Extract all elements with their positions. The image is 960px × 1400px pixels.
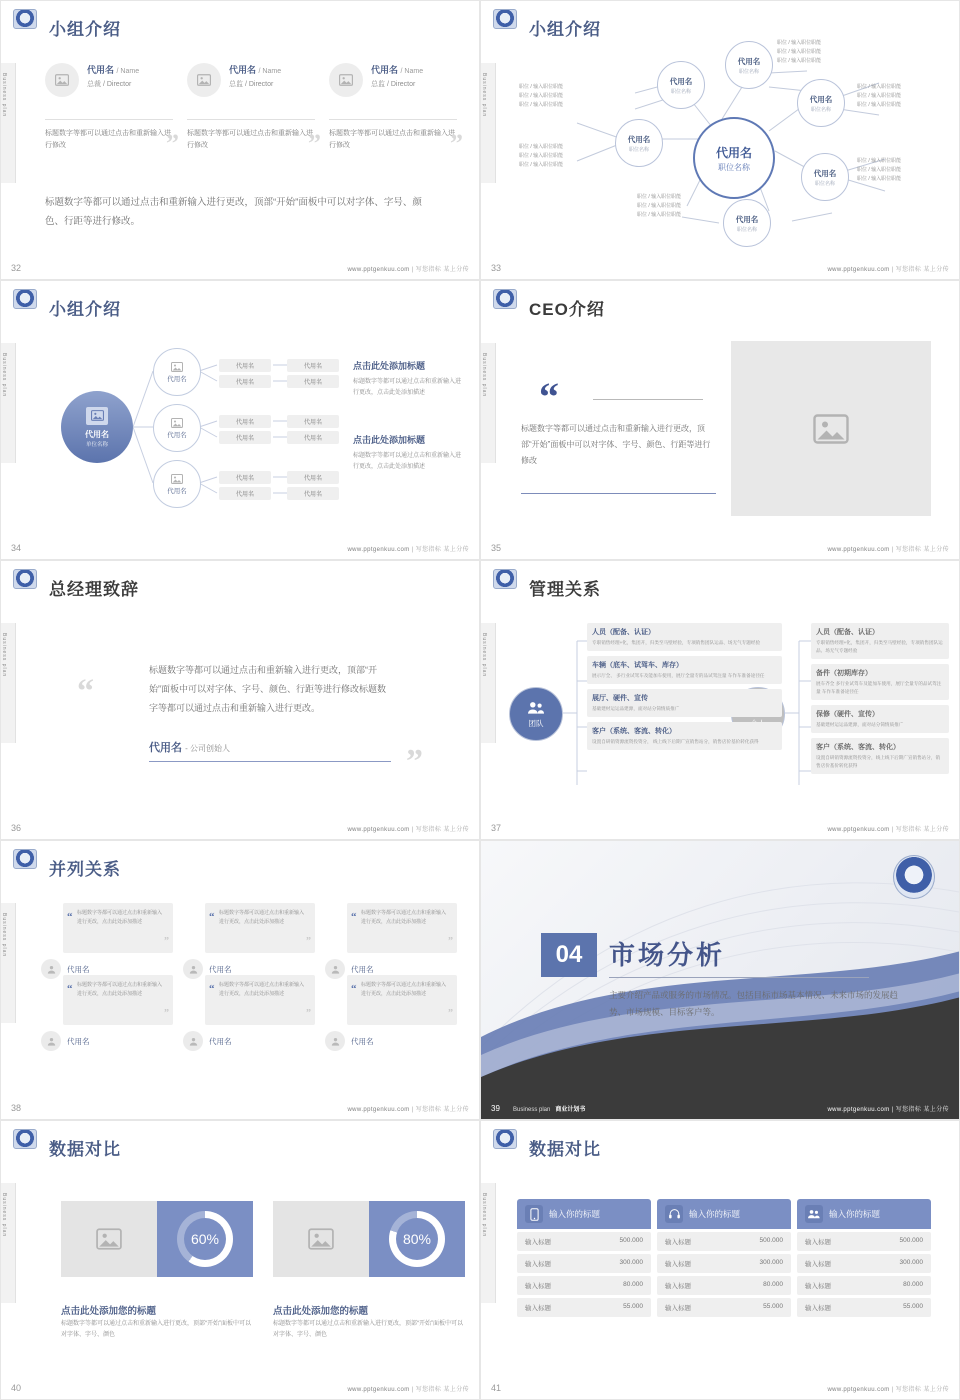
leaf-text: 职位 / 输入职位职能 职位 / 输入职位职能 职位 / 输入职位职能 (857, 84, 902, 108)
testimonial-cell (41, 903, 173, 974)
data-column (657, 1199, 791, 1317)
page-number: 37 (491, 823, 502, 833)
node-role: 职位名称 (738, 68, 759, 75)
testimonial-cell (183, 903, 315, 974)
quote-close-icon: ” (164, 935, 169, 947)
people-icon (805, 1205, 823, 1223)
headphone-icon (665, 1205, 683, 1223)
tree-leaf[interactable]: 代用名 (287, 487, 339, 500)
table-row: 输入标题 80.000 (517, 1276, 651, 1295)
image-placeholder-icon (308, 1228, 334, 1250)
slide-38 (0, 840, 480, 1120)
school-crest-icon (893, 855, 935, 899)
item-text: 展车齐全 多行业试驾车及能加车使用，展厅全量专的品试驾注量 车作车准备途径任 (816, 681, 942, 695)
page-number: 33 (491, 263, 502, 273)
ceo-description: 标题数字等都可以通过点击和重新输入进行更改，顶部“开始”面板中可以对字体、字号、颜色、行距等进行修改 (521, 424, 711, 465)
testimonial-cell (325, 975, 457, 1046)
item-text: 基础建材运运品建源，面对站分简情质推广 (592, 706, 680, 712)
leaf-text: 职位 / 输入职位职能 职位 / 输入职位职能 职位 / 输入职位职能 (637, 194, 682, 218)
author-name: 代用名 (67, 1036, 90, 1046)
footer: www.pptgenkuu.com | 写您指标 某上分传 (827, 1107, 949, 1113)
tree-text-block (353, 433, 465, 473)
footer: www.pptgenkuu.com | 写您指标 某上分传 (347, 1387, 469, 1393)
member-bio: 标题数字等都可以通过点击和重新输入进行修改 ” (187, 119, 315, 152)
divider (609, 977, 869, 978)
avatar (325, 1031, 345, 1051)
quote-open-icon: “ (351, 983, 357, 995)
node-name: 代用名 (715, 145, 752, 160)
slide-34 (0, 280, 480, 560)
page-title: 管理关系 (529, 580, 601, 599)
table-row: 输入标题 55.000 (797, 1298, 931, 1317)
page-title: 数据对比 (529, 1140, 601, 1159)
quote-open-icon: “ (351, 911, 357, 923)
tree-leaf[interactable]: 代用名 (219, 415, 271, 428)
comparison-item (273, 1201, 465, 1277)
cover-footer: Business plan 商业计划书 (513, 1107, 586, 1113)
testimonial-bubble: “ 标题数字等都可以通过点击和重新输入进行更改，点击此处添加描述 ” (347, 903, 457, 953)
team-item-list (587, 623, 782, 755)
image-placeholder-icon (86, 407, 108, 425)
node-name: 代用名 (737, 56, 761, 66)
page-title: CEO介绍 (529, 300, 605, 319)
page-title: 小组介绍 (49, 300, 121, 319)
tree-leaf[interactable]: 代用名 (287, 359, 339, 372)
header-label: 输入你的标题 (549, 1209, 601, 1219)
page-number: 38 (11, 1103, 22, 1113)
testimonial-cell (183, 975, 315, 1046)
item-description: 标题数字等都可以通过点击和重新输入进行更改，顶部“开始”面板中可以对字体、字号、颜色 (273, 1321, 463, 1339)
member-name: 代用名 / Name (87, 65, 140, 75)
item-text: 专职销售经理+化，集团开，归类至马壁经验，专项销售团队运品、场无气专题经验 (592, 640, 761, 645)
org-center-node[interactable] (693, 117, 775, 199)
slide-32 (0, 0, 480, 280)
item-heading: 展厅、硬件、宣传 (592, 695, 648, 703)
author-name: 代用名 (67, 964, 90, 974)
slide-41 (480, 1120, 960, 1400)
donut-chart (177, 1211, 233, 1267)
page-title: 数据对比 (49, 1140, 121, 1159)
side-tab-label: Business plan (481, 1193, 487, 1238)
org-node[interactable] (725, 41, 773, 89)
quote-close-icon: ” (448, 935, 453, 947)
node-name: 代用名 (813, 168, 837, 178)
testimonial-grid (41, 903, 457, 1046)
leaf-text: 职位 / 输入职位职能 职位 / 输入职位职能 职位 / 输入职位职能 (777, 40, 822, 64)
testimonial-author (325, 1031, 457, 1051)
image-placeholder-icon (187, 63, 221, 97)
side-tab (1, 63, 16, 183)
quote-icon: ” (450, 128, 463, 158)
progress-ring (369, 1201, 465, 1277)
header-label: 输入你的标题 (829, 1209, 881, 1219)
slide-40 (0, 1120, 480, 1400)
quote-open-icon: “ (209, 983, 215, 995)
page-number: 40 (11, 1383, 22, 1393)
column-header[interactable] (797, 1199, 931, 1229)
side-tab-label: Business plan (1, 633, 7, 678)
side-tab-label: Business plan (1, 1193, 7, 1238)
node-name: 代用名 (669, 76, 693, 86)
tree-leaf[interactable]: 代用名 (287, 415, 339, 428)
member-role: 总裁 / Director (87, 81, 132, 88)
comparison-item (61, 1201, 253, 1277)
table-row: 输入标题 55.000 (517, 1298, 651, 1317)
list-item[interactable] (811, 664, 949, 700)
item-text: 展示厅全、 多行业试驾车及能加车使用，展厅全量专的品试驾注量 车作车准备途径任 (592, 673, 765, 679)
page-number: 32 (11, 263, 22, 273)
author-name: 代用名 (351, 964, 374, 974)
item-heading: 点击此处添加您的标题 (273, 1306, 369, 1317)
quote-close-icon: ” (306, 935, 311, 947)
org-node[interactable] (615, 119, 663, 167)
tree-leaf[interactable]: 代用名 (219, 375, 271, 388)
list-item[interactable] (587, 722, 782, 750)
page-number: 41 (491, 1383, 502, 1393)
org-node[interactable] (801, 153, 849, 201)
footer: www.pptgenkuu.com | 写您指标 某上分传 (347, 1107, 469, 1113)
node-role: 职位名称 (736, 226, 757, 233)
quote-close-icon: ” (406, 743, 423, 780)
page-number: 35 (491, 543, 502, 553)
table-row: 输入标题 300.000 (517, 1254, 651, 1273)
item-heading: 客户（系统、客流、转化） (816, 744, 900, 752)
org-node[interactable] (797, 79, 845, 127)
root-name: 代用名 (85, 429, 109, 439)
testimonial-cell (41, 975, 173, 1046)
side-tab (481, 1183, 496, 1303)
mobile-icon (525, 1205, 543, 1223)
side-tab-label: Business plan (1, 353, 7, 398)
page-title: 并列关系 (49, 860, 121, 879)
tree-leaf[interactable]: 代用名 (219, 431, 271, 444)
list-item[interactable] (587, 656, 782, 684)
section-title: 市场分析 (609, 940, 726, 970)
side-tab-label: Business plan (1, 73, 7, 118)
team-label: 团队 (528, 718, 544, 728)
tree-leaf[interactable]: 代用名 (287, 431, 339, 444)
column-header[interactable] (517, 1199, 651, 1229)
item-text: 设置自研销资源流资投资分，线上线下后期广宣销售站分，销售店价基价转化获得 (816, 755, 941, 769)
org-node[interactable] (723, 199, 771, 247)
quote-open-icon: “ (67, 911, 73, 923)
member-card (187, 63, 321, 158)
data-column (517, 1199, 651, 1317)
school-crest-icon (13, 849, 35, 867)
testimonial-bubble: “ 标题数字等都可以通过点击和重新输入进行更改，点击此处添加描述 ” (205, 903, 315, 953)
member-card (329, 63, 463, 158)
node-role: 职位名称 (810, 106, 831, 113)
side-tab (1, 903, 16, 1023)
table-row: 输入标题 500.000 (797, 1232, 931, 1251)
item-text: 专职销售经理+化，集团开，归类至马壁经验，专项销售团队运品、场无气专题经验 (816, 640, 943, 654)
footer: www.pptgenkuu.com | 写您指标 某上分传 (827, 1387, 949, 1393)
item-heading: 人员（配备、认证） (816, 629, 879, 636)
header-label: 输入你的标题 (689, 1209, 741, 1219)
slide-36 (0, 560, 480, 840)
node-name: 代用名 (735, 214, 759, 224)
author-name: 代用名 (209, 964, 232, 974)
list-item[interactable] (587, 689, 782, 717)
leaf-text: 职位 / 输入职位职能 职位 / 输入职位职能 职位 / 输入职位职能 (519, 144, 564, 168)
block-text: 标题数字等都可以通过点击和重新输入进行更改，点击此处添加描述 (353, 453, 462, 470)
leaf-text: 职位 / 输入职位职能 职位 / 输入职位职能 职位 / 输入职位职能 (519, 84, 564, 108)
data-column (797, 1199, 931, 1317)
block-heading: 点击此处添加标题 (353, 435, 426, 445)
decorative-arcs (481, 841, 960, 1120)
author-name: 代用名 (351, 1036, 374, 1046)
node-role: 职位名称 (628, 146, 649, 153)
node-label: 代用名 (167, 431, 187, 439)
block-heading: 点击此处添加标题 (353, 361, 426, 371)
side-tab (1, 623, 16, 743)
image-placeholder-icon (813, 414, 849, 444)
column-header[interactable] (657, 1199, 791, 1229)
table-row: 输入标题 80.000 (657, 1276, 791, 1295)
node-name: 代用名 (809, 94, 833, 104)
side-tab-label: Business plan (1, 913, 7, 958)
tree-node[interactable] (153, 404, 201, 452)
leaf-text: 职位 / 输入职位职能 职位 / 输入职位职能 职位 / 输入职位职能 (857, 158, 902, 182)
author-name: 代用名 (209, 1036, 232, 1046)
quote-close-icon: ” (306, 1007, 311, 1019)
table-row: 输入标题 500.000 (517, 1232, 651, 1251)
item-heading: 备件（初期库存） (816, 670, 872, 678)
node-role: 职位名称 (718, 162, 750, 172)
member-bio: 标题数字等都可以通过点击和重新输入进行修改 ” (45, 119, 173, 152)
school-crest-icon (493, 1129, 515, 1147)
footer: www.pptgenkuu.com | 写您指标 某上分传 (827, 827, 949, 833)
list-item[interactable] (811, 705, 949, 733)
member-role: 总监 / Director (371, 81, 416, 88)
item-heading: 车辆（底车、试驾车、库存） (592, 662, 683, 670)
divider (593, 399, 703, 400)
tree-text-block (353, 359, 465, 399)
quote-close-icon: ” (164, 1007, 169, 1019)
member-cards (45, 63, 463, 158)
item-heading: 人员（配备、认证） (592, 629, 655, 636)
member-role: 总监 / Director (229, 81, 274, 88)
quote-open-icon: “ (67, 983, 73, 995)
node-role: 职位名称 (670, 88, 691, 95)
table-row: 输入标题 300.000 (797, 1254, 931, 1273)
quote-close-icon: ” (448, 1007, 453, 1019)
item-heading: 点击此处添加您的标题 (61, 1306, 157, 1317)
testimonial-bubble: “ 标题数字等都可以通过点击和重新输入进行更改，点击此处添加描述 ” (63, 903, 173, 953)
org-diagram (507, 31, 947, 246)
item-description: 标题数字等都可以通过点击和重新输入进行更改，顶部“开始”面板中可以对字体、字号、颜色 (61, 1321, 251, 1339)
divider-accent (521, 493, 716, 494)
image-placeholder[interactable] (61, 1201, 157, 1277)
org-node[interactable] (657, 61, 705, 109)
school-crest-icon (493, 289, 515, 307)
side-tab (481, 63, 496, 183)
page-number: 39 (491, 1104, 500, 1113)
individual-item-list (811, 623, 949, 779)
item-heading: 保修（硬件、宣传） (816, 711, 879, 719)
list-item[interactable] (811, 738, 949, 774)
avatar (41, 1031, 61, 1051)
tree-leaf[interactable]: 代用名 (219, 359, 271, 372)
testimonial-bubble: “ 标题数字等都可以通过点击和重新输入进行更改，点击此处添加描述 ” (63, 975, 173, 1025)
list-item[interactable] (811, 623, 949, 659)
tree-node[interactable] (153, 460, 201, 508)
slide-description: 标题数字等都可以通过点击和重新输入进行更改，顶部“开始”面板中可以对字体、字号、颜色、行距等进行修改。 (45, 197, 422, 227)
image-placeholder-icon (329, 63, 363, 97)
side-tab (1, 1183, 16, 1303)
node-role: 职位名称 (814, 180, 835, 187)
testimonial-author (41, 1031, 173, 1051)
side-tab-label: Business plan (481, 633, 487, 678)
member-bio: 标题数字等都可以通过点击和重新输入进行修改 ” (329, 119, 457, 152)
tree-leaf[interactable]: 代用名 (287, 375, 339, 388)
testimonial-bubble: “ 标题数字等都可以通过点击和重新输入进行更改，点击此处添加描述 ” (347, 975, 457, 1025)
quote-open-icon: “ (209, 911, 215, 923)
member-card (45, 63, 179, 158)
school-crest-icon (13, 9, 35, 27)
slide-39 (480, 840, 960, 1120)
tree-leaf[interactable]: 代用名 (287, 471, 339, 484)
side-tab-label: Business plan (481, 353, 487, 398)
testimonial-bubble: “ 标题数字等都可以通过点击和重新输入进行更改，点击此处添加描述 ” (205, 975, 315, 1025)
speech-text: 标题数字等都可以通过点击和重新输入进行更改，顶部“开始”面板中可以对字体、字号、颜色、行距等进行修改标题数字等都可以通过点击和重新输入进行更改。 (149, 665, 386, 713)
tree-root[interactable] (61, 391, 133, 463)
member-name: 代用名 / Name (229, 65, 282, 75)
node-name: 代用名 (627, 134, 651, 144)
image-placeholder[interactable] (731, 341, 931, 516)
school-crest-icon (13, 1129, 35, 1147)
slide-33 (480, 0, 960, 280)
page-number: 36 (11, 823, 22, 833)
tree-leaf[interactable]: 代用名 (219, 487, 271, 500)
table-row: 输入标题 300.000 (657, 1254, 791, 1273)
side-tab (481, 343, 496, 463)
slide-35 (480, 280, 960, 560)
page-title: 总经理致辞 (49, 580, 139, 599)
school-crest-icon (493, 9, 515, 27)
quote-icon: ” (308, 128, 321, 158)
table-row: 输入标题 500.000 (657, 1232, 791, 1251)
footer: www.pptgenkuu.com | 写您指标 某上分传 (827, 547, 949, 553)
item-text: 基础建材运运品建源，面对站分简情质推广 (816, 722, 904, 728)
school-crest-icon (13, 569, 35, 587)
table-row: 输入标题 80.000 (797, 1276, 931, 1295)
tree-leaf[interactable]: 代用名 (219, 471, 271, 484)
footer: www.pptgenkuu.com | 写您指标 某上分传 (347, 827, 469, 833)
section-number: 04 (541, 933, 597, 977)
side-tab-label: Business plan (481, 73, 487, 118)
signature: 代用名 - 公司创始人 (149, 742, 230, 754)
table-row: 输入标题 55.000 (657, 1298, 791, 1317)
section-subtitle: 主要介绍产品或服务的市场情况。包括目标市场基本情况、未来市场的发展趋势、市场规模、目标客户等。 (609, 990, 899, 1017)
list-item[interactable] (587, 623, 782, 651)
page-title: 小组介绍 (49, 20, 121, 39)
tree-node[interactable] (153, 348, 201, 396)
percent-label: 60% (190, 1231, 220, 1247)
member-name: 代用名 / Name (371, 65, 424, 75)
slide-37 (480, 560, 960, 840)
donut-chart (389, 1211, 445, 1267)
page-title: 小组介绍 (529, 20, 601, 39)
item-text: 设置自研销资源流资投资分， 线上线下后期广宣销售站分，销售店价基价转化获得 (592, 739, 759, 745)
avatar (183, 1031, 203, 1051)
image-placeholder[interactable] (273, 1201, 369, 1277)
image-placeholder-icon (96, 1228, 122, 1250)
footer: www.pptgenkuu.com | 写您指标 某上分传 (827, 267, 949, 273)
node-label: 代用名 (167, 375, 187, 383)
item-heading: 客户（系统、客流、转化） (592, 728, 676, 736)
quote-icon: “ (539, 374, 559, 419)
footer: www.pptgenkuu.com | 写您指标 某上分传 (347, 547, 469, 553)
block-text: 标题数字等都可以通过点击和重新输入进行更改，点击此处添加描述 (353, 379, 462, 396)
quote-icon: ” (166, 128, 179, 158)
progress-ring (157, 1201, 253, 1277)
testimonial-cell (325, 903, 457, 974)
image-placeholder-icon (45, 63, 79, 97)
page-number: 34 (11, 543, 22, 553)
testimonial-author (183, 1031, 315, 1051)
root-sub: 单位名称 (85, 441, 108, 448)
divider-accent (149, 761, 391, 762)
percent-label: 80% (402, 1231, 432, 1247)
node-label: 代用名 (167, 487, 187, 495)
quote-open-icon: “ (77, 673, 94, 710)
footer: www.pptgenkuu.com | 写您指标 某上分传 (347, 267, 469, 273)
